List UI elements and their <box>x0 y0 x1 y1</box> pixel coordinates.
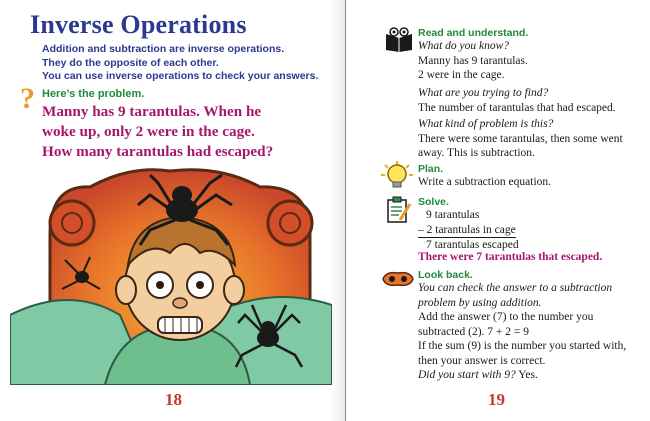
section-read-and-understand <box>418 27 528 83</box>
page-number-right: 19 <box>488 390 505 409</box>
read-answer-3-line-1: There were some tarantulas, then some went <box>418 132 623 145</box>
page-title: Inverse Operations <box>30 10 247 39</box>
read-question-1: What do you know? <box>418 40 510 52</box>
read-question-3: What kind of problem is this? <box>418 118 554 130</box>
page-number-left: 18 <box>165 390 182 409</box>
read-question-2: What are you trying to find? <box>418 87 549 99</box>
read-heading: Read and understand. <box>418 27 529 39</box>
solve-line-2: – 2 tarantulas in cage <box>418 223 516 239</box>
solve-answer: There were 7 tarantulas that escaped. <box>418 251 603 263</box>
intro-line-3: You can use inverse operations to check your answers. <box>42 70 319 82</box>
intro-text <box>42 43 318 84</box>
read-answer-1-line-2: 2 were in the cage. <box>418 69 505 81</box>
read-answer-3-line-2: away. This is subtraction. <box>418 147 535 159</box>
solve-heading: Solve. <box>418 196 449 208</box>
lookback-heading: Look back. <box>418 269 473 281</box>
question-mark-icon: ? <box>20 82 35 115</box>
intro-line-2: They do the opposite of each other. <box>42 56 219 69</box>
lightbulb-icon <box>380 160 414 188</box>
lookback-text-2-line-2: then your answer is correct. <box>418 354 546 367</box>
section-plan <box>418 163 551 190</box>
eye-mask-icon <box>382 270 414 288</box>
intro-line-1: Addition and subtraction are inverse operations. <box>42 43 285 55</box>
page-gutter <box>345 0 346 421</box>
section-solve <box>418 196 519 253</box>
book-reader-icon <box>384 26 414 52</box>
problem-heading: Here’s the problem. <box>42 88 145 100</box>
section-look-back <box>418 269 626 383</box>
read-answer-1-line-1: Manny has 9 tarantulas. <box>418 54 528 67</box>
plan-text: Write a subtraction equation. <box>418 176 552 188</box>
solve-line-1: 9 tarantulas <box>426 209 480 221</box>
problem-text <box>42 102 332 162</box>
lookback-italic-line-2: problem by using addition. <box>418 296 542 309</box>
problem-line-1: Manny has 9 tarantulas. When he <box>42 103 262 120</box>
plan-heading: Plan. <box>418 163 444 175</box>
section-kind-of-problem <box>418 117 623 161</box>
lookback-italic-line-1: You can check the answer to a subtraction <box>418 282 613 294</box>
read-answer-2: The number of tarantulas that had escaped. <box>418 101 616 114</box>
lookback-question: Did you start with 9? <box>418 369 516 381</box>
lookback-text-1-line-2: subtracted (2). 7 + 2 = 9 <box>418 325 530 338</box>
clipboard-pencil-icon <box>386 196 412 224</box>
problem-line-3: How many tarantulas had escaped? <box>42 143 274 160</box>
lookback-text-1-line-1: Add the answer (7) to the number you <box>418 311 594 323</box>
section-trying-to-find <box>418 86 616 115</box>
lookback-text-2-line-1: If the sum (9) is the number you started with, <box>418 340 627 352</box>
problem-line-2: woke up, only 2 were in the cage. <box>42 123 255 140</box>
lookback-reply: Yes. <box>518 369 538 381</box>
gutter-shadow <box>330 0 345 421</box>
solve-line-3: 7 tarantulas escaped <box>426 239 519 251</box>
boy-with-tarantulas-illustration <box>10 165 332 385</box>
